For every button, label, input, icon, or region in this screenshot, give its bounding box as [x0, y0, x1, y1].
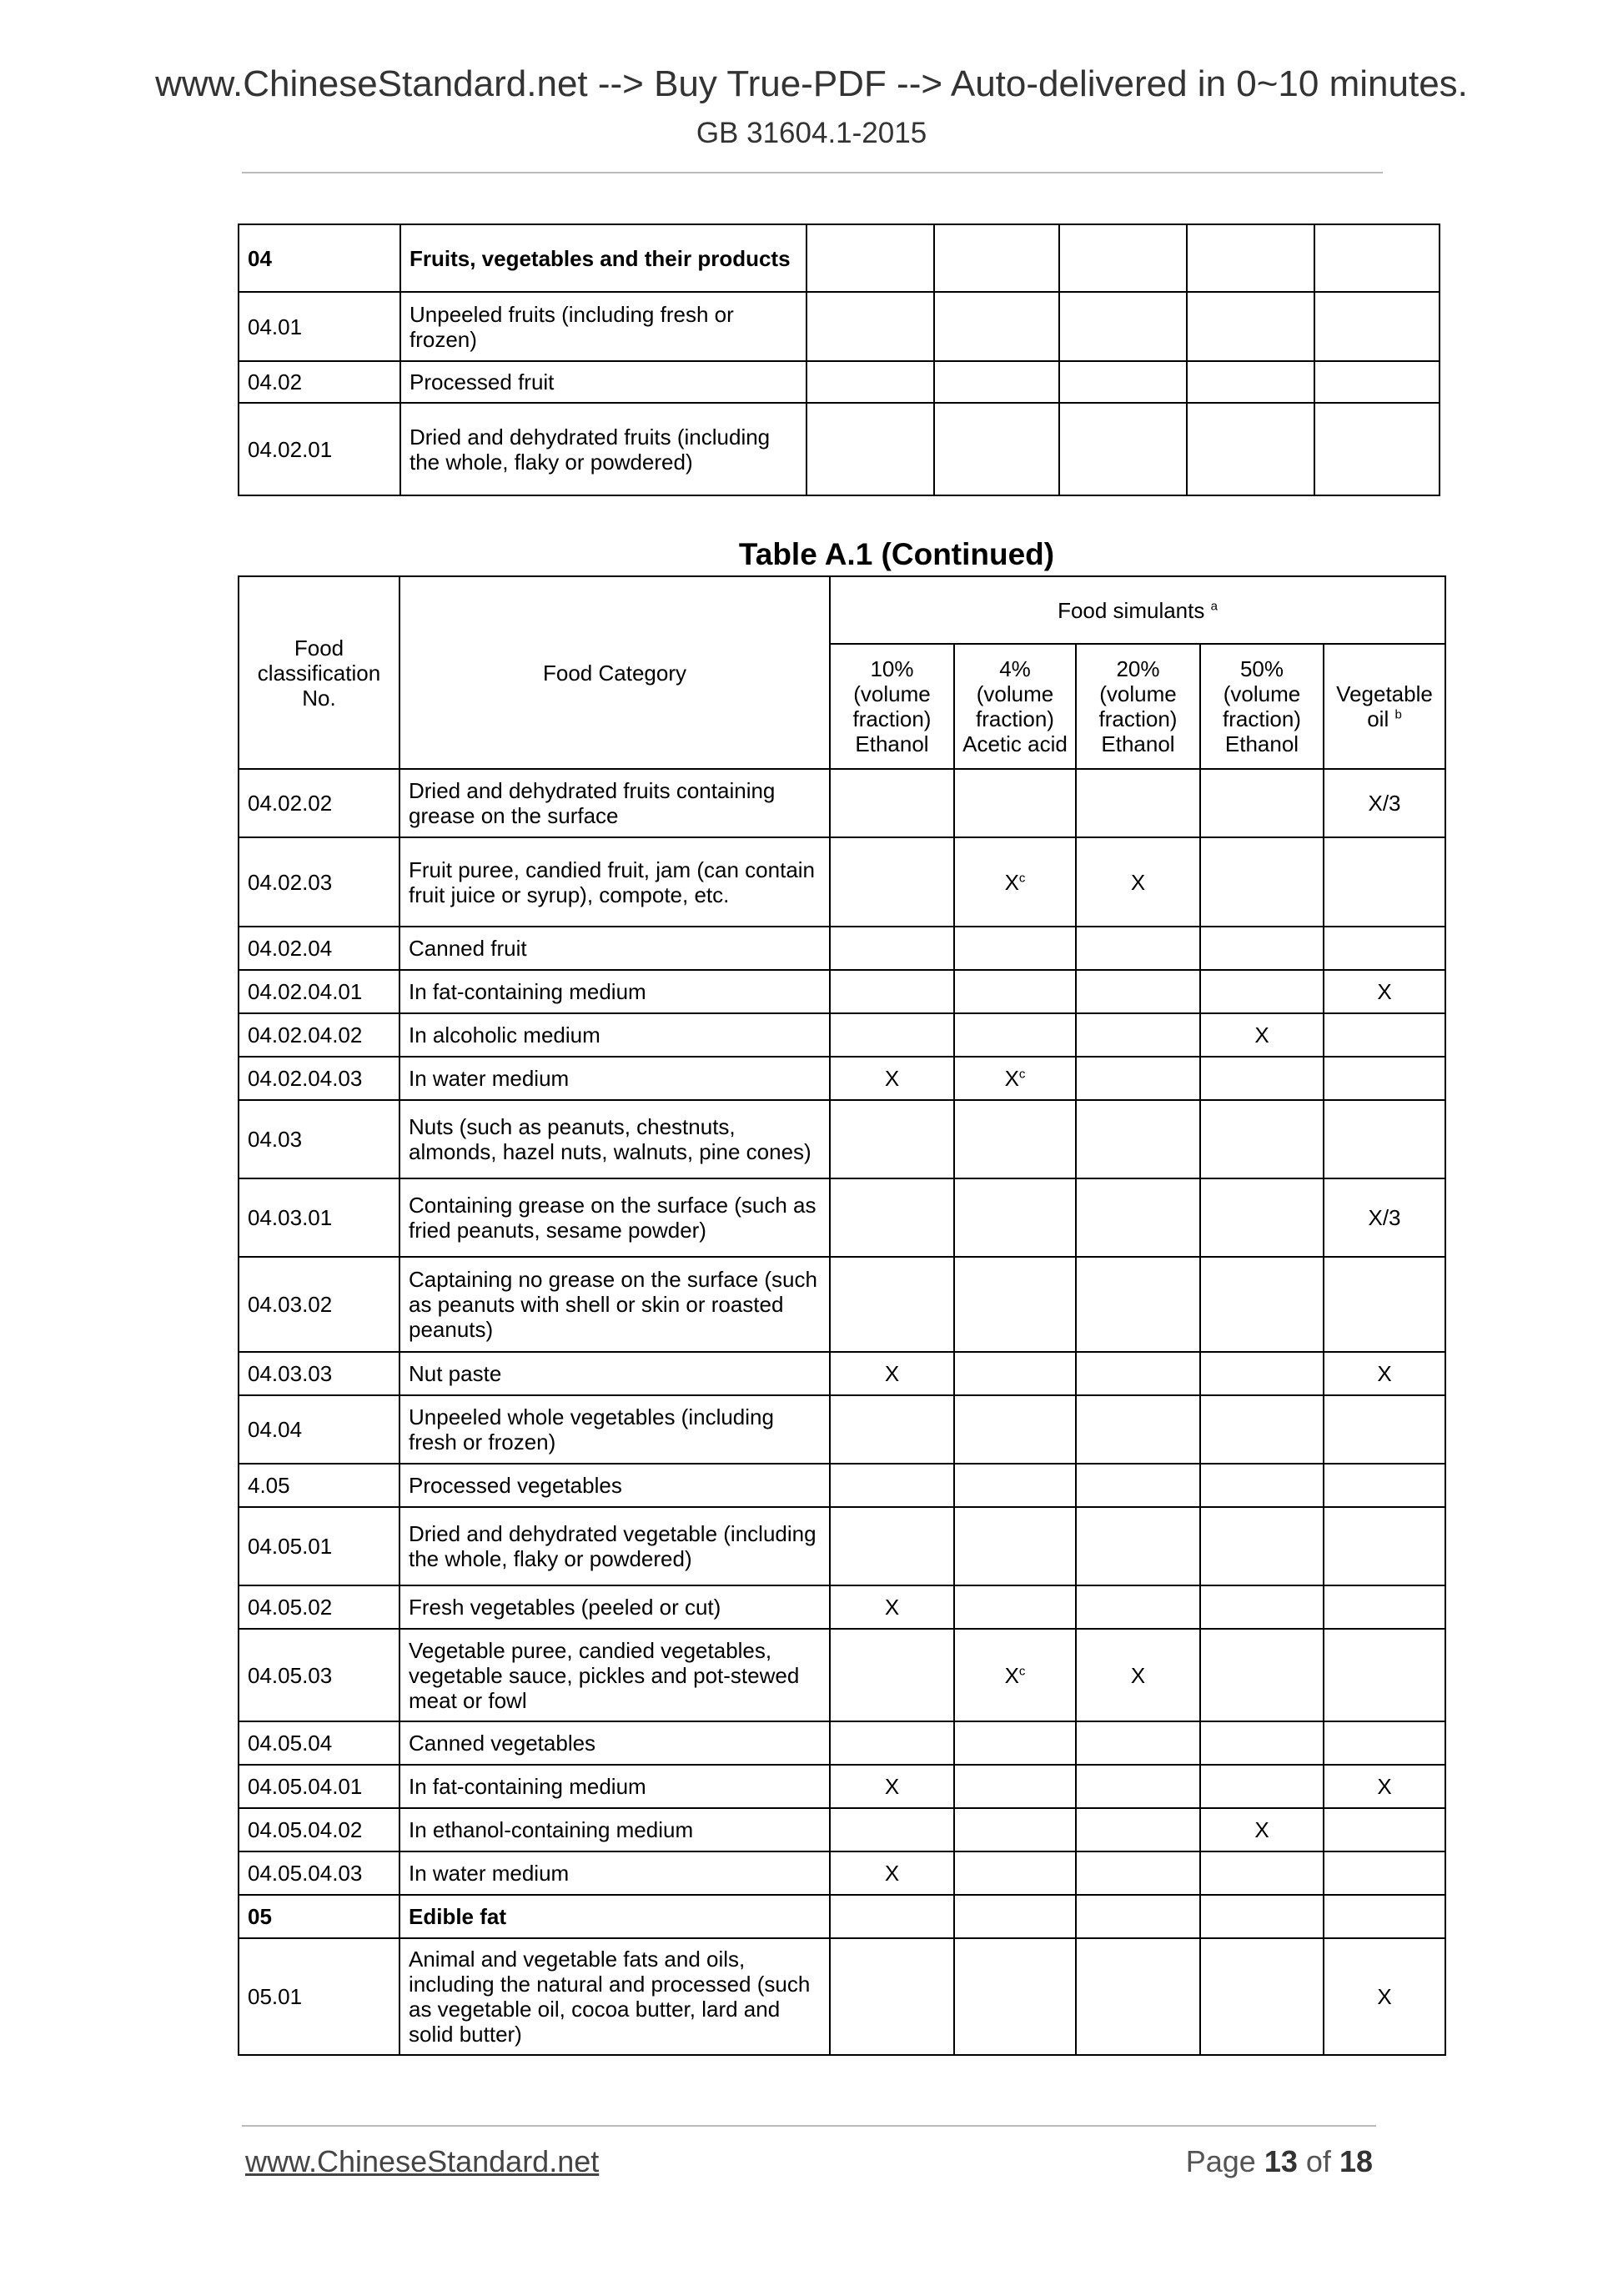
simulant-cell: [1076, 970, 1200, 1013]
food-no-cell: 04.05.04.02: [239, 1808, 399, 1851]
footnote-b: b: [1394, 707, 1402, 722]
simulant-cell: [1200, 927, 1324, 970]
table-row: [239, 1808, 1445, 1851]
simulant-cell: [1076, 1352, 1200, 1395]
simulant-cell: [1076, 1013, 1200, 1057]
food-category-header: Food Category: [399, 576, 830, 769]
simulant-cell: [1187, 403, 1314, 495]
simulant-cell: [1200, 1507, 1324, 1585]
simulant-cell: [954, 1057, 1076, 1100]
simulant-cell: [934, 292, 1059, 361]
col-header-vegetable-oil: [1324, 644, 1445, 769]
simulant-cell: [830, 1100, 954, 1178]
simulant-cell: [954, 1765, 1076, 1808]
food-no-cell: 04.02.04.02: [239, 1013, 399, 1057]
simulant-cell: [934, 224, 1059, 292]
simulant-cell: [1200, 1851, 1324, 1895]
simulant-cell: [1324, 837, 1445, 927]
simulant-cell: [1324, 1395, 1445, 1464]
simulant-cell: [1076, 1938, 1200, 2055]
simulant-cell: [1076, 1395, 1200, 1464]
table-row: [239, 1585, 1445, 1629]
simulant-cell: [830, 837, 954, 927]
table-row: [239, 1464, 1445, 1507]
simulant-cell: [830, 1629, 954, 1721]
food-category-cell: Vegetable puree, candied vegetables, vegetable sauce, pickles and pot-stewed meat or fowl: [399, 1629, 830, 1721]
simulant-cell: [806, 292, 934, 361]
simulant-cell: [1076, 927, 1200, 970]
food-no-header: Food classification No.: [239, 576, 399, 769]
simulant-mark: X: [1377, 979, 1392, 1004]
food-no-cell: 04.02.03: [239, 837, 399, 927]
col-header-ethanol-50: 50% (volume fraction) Ethanol: [1200, 644, 1324, 769]
simulant-cell: [1314, 361, 1440, 403]
simulant-cell: [1314, 292, 1440, 361]
simulant-mark: X: [884, 1774, 900, 1799]
simulant-cell: [1324, 1585, 1445, 1629]
table-row: [239, 970, 1445, 1013]
simulant-cell: [1324, 1721, 1445, 1765]
simulant-cell: [830, 1507, 954, 1585]
food-category-cell: Edible fat: [399, 1895, 830, 1938]
simulant-cell: [1200, 1395, 1324, 1464]
standard-number: GB 31604.1-2015: [696, 117, 927, 149]
table-row: [239, 1765, 1445, 1808]
food-category-cell: In water medium: [399, 1057, 830, 1100]
table-row: [239, 1257, 1445, 1352]
table-row: [239, 1938, 1445, 2055]
food-category-cell: In ethanol-containing medium: [399, 1808, 830, 1851]
simulant-cell: [1076, 1507, 1200, 1585]
food-no-cell: 04.05.01: [239, 1507, 399, 1585]
food-no-cell: 04.05.04: [239, 1721, 399, 1765]
simulant-cell: [1076, 1585, 1200, 1629]
simulant-cell: [830, 1352, 954, 1395]
food-no-cell: 4.05: [239, 1464, 399, 1507]
simulant-cell: [1200, 1352, 1324, 1395]
simulant-mark: X: [1004, 1662, 1019, 1688]
simulant-cell: [1200, 1895, 1324, 1938]
simulant-cell: [830, 1938, 954, 2055]
food-category-cell: Nut paste: [399, 1352, 830, 1395]
simulant-mark: X: [1130, 1662, 1146, 1688]
footer-link[interactable]: www.ChineseStandard.net: [245, 2144, 600, 2178]
simulant-cell: [830, 1057, 954, 1100]
food-no-cell: 04.05.03: [239, 1629, 399, 1721]
table-row: [239, 769, 1445, 837]
food-no-cell: 04.04: [239, 1395, 399, 1464]
simulant-mark: X: [884, 1861, 900, 1886]
table-row: [239, 1178, 1445, 1257]
simulant-cell: [1187, 292, 1314, 361]
food-category-cell: In fat-containing medium: [399, 1765, 830, 1808]
footnote-c: c: [1018, 1067, 1026, 1082]
food-no-cell: 04.02.04.03: [239, 1057, 399, 1100]
simulant-cell: [1076, 1895, 1200, 1938]
simulant-mark: X: [1254, 1022, 1269, 1048]
simulant-cell: [1076, 1100, 1200, 1178]
simulant-cell: [954, 1629, 1076, 1721]
simulant-cell: [1076, 1057, 1200, 1100]
food-category-cell: Fruits, vegetables and their products: [400, 224, 806, 292]
simulant-cell: [806, 224, 934, 292]
simulant-cell: [954, 837, 1076, 927]
food-no-cell: 04.03: [239, 1100, 399, 1178]
simulant-cell: [1187, 361, 1314, 403]
simulant-cell: [1324, 1100, 1445, 1178]
simulant-cell: [1324, 927, 1445, 970]
food-category-cell: Processed fruit: [400, 361, 806, 403]
food-no-cell: 04.02.04.01: [239, 970, 399, 1013]
simulant-cell: [1200, 837, 1324, 927]
simulant-cell: [830, 1257, 954, 1352]
table-row: [239, 1851, 1445, 1895]
food-category-cell: Fresh vegetables (peeled or cut): [399, 1585, 830, 1629]
table-row: [239, 1721, 1445, 1765]
food-no-cell: 04.02.04: [239, 927, 399, 970]
simulant-cell: [1324, 1057, 1445, 1100]
simulant-cell: [1076, 837, 1200, 927]
header-title: www.ChineseStandard.net --> Buy True-PDF --> Auto-delivered in 0~10 minutes.: [155, 63, 1468, 104]
simulant-cell: [1200, 769, 1324, 837]
simulant-cell: [1200, 1938, 1324, 2055]
simulant-cell: [1076, 1765, 1200, 1808]
food-no-cell: 04.05.02: [239, 1585, 399, 1629]
simulant-cell: [1324, 970, 1445, 1013]
simulant-cell: [830, 1808, 954, 1851]
table-row: [239, 1057, 1445, 1100]
table-row: [239, 837, 1445, 927]
col-header-acetic-acid-4: 4% (volume fraction) Acetic acid: [954, 644, 1076, 769]
simulant-cell: [806, 361, 934, 403]
page-label: Page: [1185, 2144, 1256, 2178]
table-row: [239, 224, 1440, 292]
simulant-mark: X: [1377, 1774, 1392, 1799]
table-row: [239, 1100, 1445, 1178]
simulant-mark: X: [1004, 1066, 1019, 1091]
table-row: [239, 403, 1440, 495]
simulant-cell: [954, 970, 1076, 1013]
simulant-cell: [830, 1585, 954, 1629]
simulant-cell: [830, 1765, 954, 1808]
header-divider: [242, 172, 1383, 173]
food-simulants-header: [830, 576, 1445, 644]
simulant-cell: [830, 970, 954, 1013]
simulant-cell: [1324, 1178, 1445, 1257]
simulant-cell: [830, 927, 954, 970]
simulant-mark: X: [1130, 869, 1146, 895]
simulant-cell: [1200, 970, 1324, 1013]
table-caption: Table A.1 (Continued): [738, 537, 1055, 571]
food-category-cell: Unpeeled whole vegetables (including fresh or frozen): [399, 1395, 830, 1464]
simulant-cell: [830, 1013, 954, 1057]
simulant-cell: [954, 1507, 1076, 1585]
food-no-cell: 04.05.04.03: [239, 1851, 399, 1895]
simulant-cell: [1187, 224, 1314, 292]
simulant-cell: [830, 1178, 954, 1257]
simulant-cell: [1200, 1765, 1324, 1808]
food-category-cell: Canned vegetables: [399, 1721, 830, 1765]
food-category-cell: Nuts (such as peanuts, chestnuts, almonds, hazel nuts, walnuts, pine cones): [399, 1100, 830, 1178]
simulant-cell: [1200, 1257, 1324, 1352]
simulant-cell: [1076, 1178, 1200, 1257]
vegetable-oil-label: Vegetable oil: [1336, 681, 1433, 731]
simulant-cell: [954, 1100, 1076, 1178]
table-row: [239, 927, 1445, 970]
simulant-cell: [1324, 1257, 1445, 1352]
simulant-mark: X: [884, 1595, 900, 1620]
food-category-cell: In fat-containing medium: [399, 970, 830, 1013]
simulant-cell: [1076, 1808, 1200, 1851]
food-no-cell: 04: [239, 224, 400, 292]
simulant-cell: [1314, 224, 1440, 292]
table-row: [239, 1895, 1445, 1938]
food-category-cell: Dried and dehydrated vegetable (including the whole, flaky or powdered): [399, 1507, 830, 1585]
table-row: [239, 1395, 1445, 1464]
page-current: 13: [1264, 2144, 1298, 2178]
simulant-cell: [954, 769, 1076, 837]
footer-divider: [242, 2125, 1376, 2127]
simulant-cell: [954, 1464, 1076, 1507]
simulant-cell: [1076, 769, 1200, 837]
food-category-cell: In alcoholic medium: [399, 1013, 830, 1057]
simulant-cell: [1324, 1765, 1445, 1808]
simulant-cell: [1200, 1100, 1324, 1178]
simulant-cell: [954, 927, 1076, 970]
food-no-cell: 04.02.01: [239, 403, 400, 495]
top-table: [238, 224, 1440, 496]
simulant-cell: [1076, 1629, 1200, 1721]
simulant-cell: [954, 1808, 1076, 1851]
simulant-cell: [1324, 1507, 1445, 1585]
simulant-cell: [1324, 1895, 1445, 1938]
simulant-cell: [830, 1851, 954, 1895]
food-category-cell: Unpeeled fruits (including fresh or frozen): [400, 292, 806, 361]
food-no-cell: 04.02.02: [239, 769, 399, 837]
simulant-mark: X: [884, 1361, 900, 1386]
simulant-cell: [954, 1721, 1076, 1765]
food-category-cell: Dried and dehydrated fruits containing grease on the surface: [399, 769, 830, 837]
simulant-cell: [830, 769, 954, 837]
simulant-cell: [954, 1178, 1076, 1257]
food-no-cell: 05.01: [239, 1938, 399, 2055]
food-no-cell: 04.03.03: [239, 1352, 399, 1395]
footnote-c: c: [1018, 1663, 1026, 1678]
table-row: [239, 361, 1440, 403]
simulant-cell: [1200, 1808, 1324, 1851]
simulant-cell: [1059, 403, 1187, 495]
simulant-cell: [1324, 1808, 1445, 1851]
simulant-cell: [1200, 1464, 1324, 1507]
simulant-cell: [1324, 769, 1445, 837]
main-table: [238, 575, 1446, 2056]
simulant-cell: [1059, 292, 1187, 361]
table-row: [239, 1013, 1445, 1057]
simulant-cell: [1324, 1851, 1445, 1895]
page-number: [1186, 2144, 1373, 2179]
simulant-cell: [954, 1851, 1076, 1895]
food-category-cell: In water medium: [399, 1851, 830, 1895]
simulant-cell: [1059, 361, 1187, 403]
simulant-cell: [1324, 1629, 1445, 1721]
simulant-cell: [934, 403, 1059, 495]
simulant-mark: X/3: [1368, 791, 1401, 816]
food-category-cell: Fruit puree, candied fruit, jam (can contain fruit juice or syrup), compote, etc.: [399, 837, 830, 927]
food-category-cell: Canned fruit: [399, 927, 830, 970]
food-no-cell: 04.05.04.01: [239, 1765, 399, 1808]
simulant-cell: [954, 1395, 1076, 1464]
food-category-cell: Processed vegetables: [399, 1464, 830, 1507]
simulant-mark: X: [1377, 1984, 1392, 2009]
simulant-cell: [954, 1013, 1076, 1057]
simulant-cell: [1076, 1851, 1200, 1895]
table-row: [239, 1352, 1445, 1395]
page-of: of: [1305, 2144, 1331, 2178]
table-row: [239, 1507, 1445, 1585]
simulant-cell: [954, 1585, 1076, 1629]
simulant-cell: [1076, 1257, 1200, 1352]
food-category-cell: Captaining no grease on the surface (such as peanuts with shell or skin or roasted peanuts): [399, 1257, 830, 1352]
food-category-cell: Animal and vegetable fats and oils, including the natural and processed (such as vegetable oil, cocoa butter, lard and solid butter): [399, 1938, 830, 2055]
simulant-cell: [954, 1257, 1076, 1352]
table-row: [239, 292, 1440, 361]
table-row: [239, 1629, 1445, 1721]
food-category-cell: Dried and dehydrated fruits (including the whole, flaky or powdered): [400, 403, 806, 495]
simulant-cell: [1200, 1013, 1324, 1057]
simulant-mark: X: [1004, 869, 1019, 895]
simulant-cell: [1200, 1629, 1324, 1721]
simulant-cell: [954, 1895, 1076, 1938]
simulant-cell: [934, 361, 1059, 403]
simulant-cell: [1324, 1352, 1445, 1395]
footnote-c: c: [1018, 870, 1026, 885]
simulant-cell: [830, 1464, 954, 1507]
simulant-cell: [1200, 1057, 1324, 1100]
simulant-cell: [954, 1938, 1076, 2055]
simulant-cell: [1200, 1178, 1324, 1257]
simulant-cell: [1324, 1464, 1445, 1507]
simulant-cell: [830, 1395, 954, 1464]
food-simulants-label: Food simulants: [1058, 597, 1205, 623]
simulant-mark: X/3: [1368, 1205, 1401, 1230]
simulant-mark: X: [1254, 1817, 1269, 1842]
food-no-cell: 04.02: [239, 361, 400, 403]
food-no-cell: 04.03.02: [239, 1257, 399, 1352]
simulant-cell: [806, 403, 934, 495]
col-header-ethanol-20: 20% (volume fraction) Ethanol: [1076, 644, 1200, 769]
simulant-cell: [1076, 1464, 1200, 1507]
simulant-cell: [1200, 1585, 1324, 1629]
simulant-mark: X: [1377, 1361, 1392, 1386]
simulant-cell: [1324, 1938, 1445, 2055]
col-header-ethanol-10: 10% (volume fraction) Ethanol: [830, 644, 954, 769]
simulant-cell: [830, 1721, 954, 1765]
page-total: 18: [1339, 2144, 1373, 2178]
simulant-cell: [1200, 1721, 1324, 1765]
simulant-cell: [1324, 1013, 1445, 1057]
food-no-cell: 04.01: [239, 292, 400, 361]
simulant-cell: [1076, 1721, 1200, 1765]
simulant-cell: [954, 1352, 1076, 1395]
food-category-cell: Containing grease on the surface (such as fried peanuts, sesame powder): [399, 1178, 830, 1257]
food-no-cell: 04.03.01: [239, 1178, 399, 1257]
simulant-mark: X: [884, 1066, 900, 1091]
simulant-cell: [830, 1895, 954, 1938]
simulant-cell: [1314, 403, 1440, 495]
footnote-a: a: [1210, 598, 1218, 613]
simulant-cell: [1059, 224, 1187, 292]
food-no-cell: 05: [239, 1895, 399, 1938]
